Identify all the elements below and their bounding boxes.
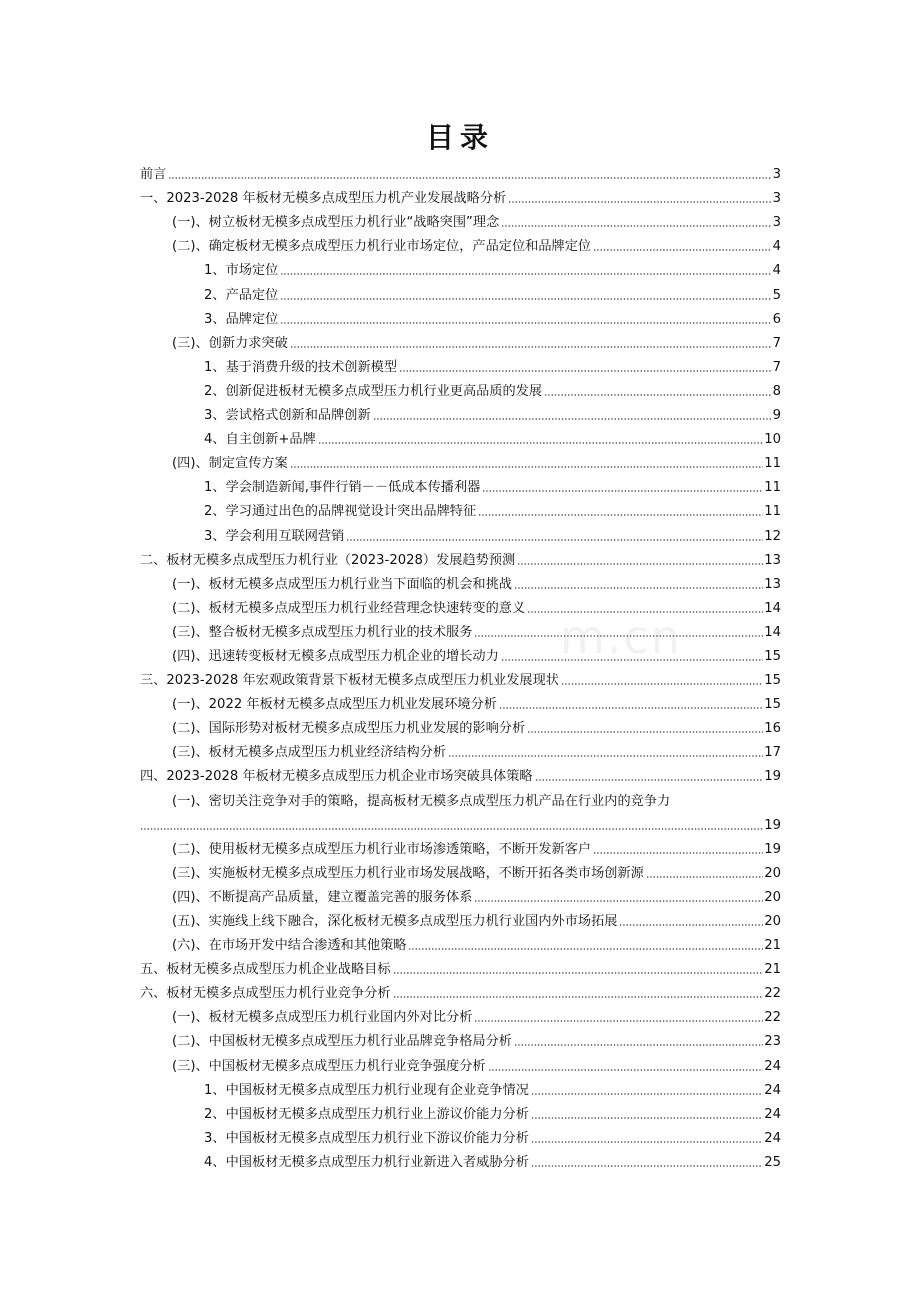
dot-leader <box>561 682 763 686</box>
toc-entry[interactable] <box>140 930 781 954</box>
dot-leader <box>535 778 764 782</box>
toc-entry-title: 1、基于消费升级的技术创新模型 <box>204 359 398 375</box>
toc-entry-title: 3、学会利用互联网营销 <box>204 528 345 544</box>
toc-entry-page: 6 <box>772 311 781 327</box>
toc-entry-page: 11 <box>764 480 781 496</box>
toc-entry[interactable] <box>140 159 781 183</box>
toc-entry-title: 1、中国板材无模多点成型压力机行业现有企业竞争情况 <box>204 1082 529 1098</box>
toc-entry[interactable] <box>140 713 781 737</box>
toc-entry-page: 4 <box>772 239 781 255</box>
toc-entry-page: 10 <box>764 432 781 448</box>
dot-leader <box>478 513 763 517</box>
toc-entry[interactable] <box>140 641 781 665</box>
toc-entry-page: 21 <box>764 962 781 978</box>
toc-entry-page: 5 <box>772 287 781 303</box>
toc-entry-title: 3、中国板材无模多点成型压力机行业下游议价能力分析 <box>204 1130 529 1146</box>
toc-entry-page: 3 <box>772 215 781 231</box>
toc-entry[interactable] <box>140 978 781 1002</box>
toc-entry-title: 1、学会制造新闻,事件行销－－低成本传播利器 <box>204 480 481 496</box>
toc-entry[interactable] <box>140 545 781 569</box>
toc-entry-page: 20 <box>764 889 781 905</box>
toc-entry-title: 二、板材无模多点成型压力机行业（2023-2028）发展趋势预测 <box>140 552 516 568</box>
toc-entry-page: 15 <box>764 673 781 689</box>
toc-entry-title: (五)、实施线上线下融合，深化板材无模多点成型压力机行业国内外市场拓展 <box>172 914 618 929</box>
toc-entry-title: (二)、中国板材无模多点成型压力机行业品牌竞争格局分析 <box>172 1034 512 1050</box>
toc-entry-page: 11 <box>764 504 781 520</box>
toc-entry[interactable] <box>140 761 781 785</box>
toc-entry[interactable] <box>140 1075 781 1099</box>
toc-entry[interactable] <box>140 834 781 858</box>
toc-entry-page: 15 <box>764 697 781 713</box>
dot-leader <box>290 345 772 349</box>
toc-entry-title: 4、自主创新+品牌 <box>204 432 316 448</box>
toc-entry-page: 12 <box>764 528 781 544</box>
toc-entry[interactable] <box>140 954 781 978</box>
toc-entry-title: (三)、创新力求突破 <box>172 335 288 351</box>
toc-entry-page: 14 <box>764 600 781 616</box>
toc-entry[interactable] <box>140 593 781 617</box>
toc-entry[interactable] <box>140 328 781 352</box>
toc-entry-page: 3 <box>772 191 781 207</box>
dot-leader <box>501 224 771 228</box>
dot-leader <box>531 1140 763 1144</box>
dot-leader <box>619 923 763 927</box>
toc-entry-page: 20 <box>764 914 781 929</box>
toc-entry-title: (一)、树立板材无模多点成型压力机行业“战略突围”理念 <box>172 215 500 231</box>
toc-entry-title: 前言 <box>140 167 167 183</box>
toc-entry-title: (二)、国际形势对板材无模多点成型压力机业发展的影响分析 <box>172 721 526 737</box>
dot-leader <box>399 369 772 373</box>
toc-entry-title: (一)、2022 年板材无模多点成型压力机业发展环境分析 <box>172 697 497 713</box>
dot-leader <box>593 248 772 252</box>
dot-leader <box>527 610 763 614</box>
toc-entry[interactable] <box>140 665 781 689</box>
dot-leader <box>514 586 763 590</box>
toc-entry-page: 13 <box>764 552 781 568</box>
toc-entry-page: 13 <box>764 576 781 592</box>
toc-entry-page: 25 <box>764 1154 781 1170</box>
toc-entry-page: 20 <box>764 865 781 881</box>
dot-leader <box>346 538 763 542</box>
toc-entry-page: 22 <box>764 1010 781 1026</box>
toc-entry-page: 8 <box>772 383 781 399</box>
table-of-contents <box>140 159 781 1171</box>
dot-leader <box>531 1116 763 1120</box>
dot-leader <box>474 1019 763 1023</box>
toc-entry-page: 19 <box>764 841 781 857</box>
toc-entry[interactable] <box>140 1147 781 1171</box>
toc-entry[interactable] <box>140 448 781 472</box>
toc-entry-page: 15 <box>764 648 781 664</box>
toc-entry-title: (四)、迅速转变板材无模多点成型压力机企业的增长动力 <box>172 648 499 664</box>
dot-leader <box>318 441 763 445</box>
dot-leader <box>408 947 763 951</box>
toc-entry-page: 4 <box>772 263 781 279</box>
toc-entry-title: (一)、密切关注竞争对手的策略，提高板材无模多点成型压力机产品在行业内的竞争力 <box>172 793 671 809</box>
toc-entry-title: (二)、使用板材无模多点成型压力机行业市场渗透策略，不断开发新客户 <box>172 841 592 857</box>
toc-entry[interactable] <box>140 231 781 255</box>
toc-entry-title: 2、创新促进板材无模多点成型压力机行业更高品质的发展 <box>204 383 543 399</box>
toc-entry[interactable] <box>140 858 781 882</box>
toc-entry[interactable] <box>140 520 781 544</box>
toc-entry-page: 16 <box>764 721 781 737</box>
toc-entry[interactable] <box>140 304 781 328</box>
toc-entry[interactable] <box>140 882 781 906</box>
dot-leader <box>393 971 764 975</box>
dot-leader <box>280 321 771 325</box>
toc-entry-page: 23 <box>764 1034 781 1050</box>
toc-entry-title: 三、2023-2028 年宏观政策背景下板材无模多点成型压力机业发展现状 <box>140 673 559 689</box>
watermark: m.cn <box>560 610 682 664</box>
toc-entry[interactable] <box>140 617 781 641</box>
dot-leader <box>527 730 763 734</box>
dot-leader <box>280 297 771 301</box>
toc-entry[interactable] <box>140 376 781 400</box>
toc-entry-page: 24 <box>764 1058 781 1074</box>
toc-entry[interactable] <box>140 906 781 930</box>
toc-entry-title: (二)、板材无模多点成型压力机行业经营理念快速转变的意义 <box>172 600 526 616</box>
toc-entry-continuation[interactable] <box>140 810 781 834</box>
toc-entry-title: 3、品牌定位 <box>204 311 279 327</box>
toc-entry-title: 1、市场定位 <box>204 263 279 279</box>
toc-entry[interactable] <box>140 689 781 713</box>
toc-entry-title: 六、板材无模多点成型压力机行业竞争分析 <box>140 986 391 1002</box>
page-title: 目录 <box>425 121 494 154</box>
dot-leader <box>646 875 763 879</box>
dot-leader <box>373 417 772 421</box>
toc-entry-title: (四)、不断提高产品质量，建立覆盖完善的服务体系 <box>172 889 473 905</box>
toc-entry-page: 24 <box>764 1082 781 1098</box>
dot-leader <box>393 995 764 999</box>
dot-leader <box>499 706 763 710</box>
dot-leader <box>517 562 763 566</box>
dot-leader <box>482 489 763 493</box>
dot-leader <box>290 465 763 469</box>
toc-entry[interactable] <box>140 255 781 279</box>
toc-entry-page: 19 <box>764 769 781 785</box>
toc-entry[interactable] <box>140 400 781 424</box>
toc-entry-page: 24 <box>764 1130 781 1146</box>
toc-entry-page: 21 <box>764 938 781 954</box>
dot-leader <box>448 754 763 758</box>
toc-entry-page: 9 <box>772 408 781 424</box>
toc-entry-title: (二)、确定板材无模多点成型压力机行业市场定位，产品定位和品牌定位 <box>172 239 592 255</box>
toc-entry-page: 24 <box>764 1106 781 1122</box>
dot-leader <box>501 658 763 662</box>
toc-entry-page: 7 <box>772 359 781 375</box>
toc-entry-page: 7 <box>772 335 781 351</box>
toc-entry-title: (三)、板材无模多点成型压力机业经济结构分析 <box>172 745 447 761</box>
toc-entry[interactable] <box>140 352 781 376</box>
toc-entry[interactable] <box>140 183 781 207</box>
toc-entry-title: (六)、在市场开发中结合渗透和其他策略 <box>172 938 407 954</box>
toc-entry-title: (一)、板材无模多点成型压力机行业当下面临的机会和挑战 <box>172 576 512 592</box>
toc-entry-title: 3、尝试格式创新和品牌创新 <box>204 408 371 424</box>
toc-entry[interactable] <box>140 785 781 809</box>
toc-entry[interactable] <box>140 1099 781 1123</box>
toc-entry-title: (三)、实施板材无模多点成型压力机行业市场发展战略，不断开拓各类市场创新源 <box>172 865 644 881</box>
toc-entry-title: (四)、制定宣传方案 <box>172 456 288 472</box>
toc-entry-title: 2、中国板材无模多点成型压力机行业上游议价能力分析 <box>204 1106 529 1122</box>
toc-entry-page: 19 <box>764 817 781 833</box>
toc-entry[interactable] <box>140 279 781 303</box>
toc-entry[interactable] <box>140 1002 781 1026</box>
toc-entry[interactable] <box>140 1026 781 1050</box>
dot-leader <box>593 851 763 855</box>
dot-leader <box>474 634 763 638</box>
toc-entry-title: (三)、中国板材无模多点成型压力机行业竞争强度分析 <box>172 1058 486 1074</box>
toc-entry-page: 17 <box>764 745 781 761</box>
toc-entry[interactable] <box>140 207 781 231</box>
dot-leader <box>531 1092 763 1096</box>
toc-entry-title: (一)、板材无模多点成型压力机行业国内外对比分析 <box>172 1010 473 1026</box>
toc-entry[interactable] <box>140 569 781 593</box>
toc-entry[interactable] <box>140 1123 781 1147</box>
toc-entry-title: 4、中国板材无模多点成型压力机行业新进入者威胁分析 <box>204 1154 529 1170</box>
toc-entry-title: 一、2023-2028 年板材无模多点成型压力机产业发展战略分析 <box>140 191 507 207</box>
toc-entry-title: 五、板材无模多点成型压力机企业战略目标 <box>140 962 391 978</box>
toc-entry-page: 3 <box>772 167 781 183</box>
dot-leader <box>531 1164 763 1168</box>
dot-leader <box>140 827 763 831</box>
toc-entry-title: 2、产品定位 <box>204 287 279 303</box>
toc-entry-page: 14 <box>764 624 781 640</box>
dot-leader <box>280 272 771 276</box>
dot-leader <box>508 200 771 204</box>
toc-entry-title: 四、2023-2028 年板材无模多点成型压力机企业市场突破具体策略 <box>140 769 533 785</box>
toc-entry[interactable] <box>140 496 781 520</box>
toc-entry[interactable] <box>140 737 781 761</box>
toc-entry-title: 2、学习通过出色的品牌视觉设计突出品牌特征 <box>204 504 477 520</box>
toc-entry[interactable] <box>140 1050 781 1074</box>
dot-leader <box>514 1043 763 1047</box>
dot-leader <box>488 1068 764 1072</box>
toc-entry-page: 11 <box>764 456 781 472</box>
toc-entry-title: (三)、整合板材无模多点成型压力机行业的技术服务 <box>172 624 473 640</box>
dot-leader <box>474 899 763 903</box>
toc-entry[interactable] <box>140 472 781 496</box>
dot-leader <box>544 393 772 397</box>
dot-leader <box>168 176 771 180</box>
toc-entry-page: 22 <box>764 986 781 1002</box>
toc-entry[interactable] <box>140 424 781 448</box>
